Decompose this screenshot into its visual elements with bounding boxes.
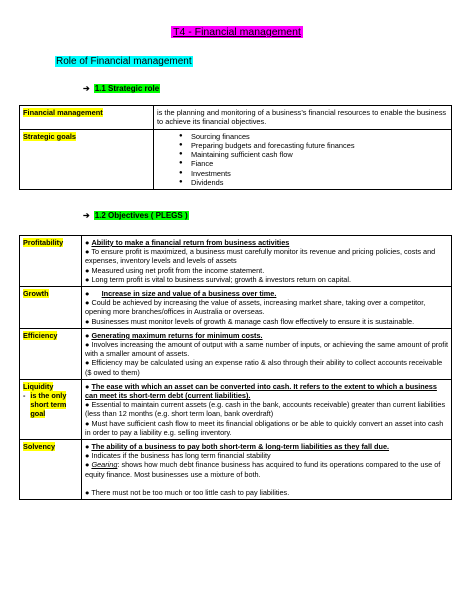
table-row [20, 440, 452, 500]
strategic-goals-list [157, 132, 448, 188]
objectives-table [19, 235, 452, 500]
section-title: Role of Financial management [56, 56, 192, 67]
table-cell-content: ● Generating maximum returns for minimum costs. ● Involves increasing the amount of output with a same number of inputs, or achieving the same amount of profit with a smaller amount of assets. ● Efficiency may be calculated using an expense ratio & also through their ability to collect accounts receivable ($ owed to them) [82, 328, 452, 379]
table-cell-content: ● Increase in size and value of a business over time. ● Could be achieved by increasing the value of assets, increasing market share, taking over a competitor, opening more branches/offices in Australia or overseas. ● Businesses must monitor levels of growth & manage cash flow effectively to ensure it is sustainable. [82, 287, 452, 329]
table-cell-label: Profitability [20, 236, 82, 287]
table-cell-label: Strategic goals [20, 129, 154, 190]
table-cell-definition: is the planning and monitoring of a business’s financial resources to enable the business to achieve its financial objectives. [154, 106, 452, 130]
arrow-right-icon: ➔ [83, 84, 90, 93]
list-item: ● Preparing budgets and forecasting future finances [179, 141, 448, 150]
strategic-role-table [19, 105, 452, 190]
arrow-right-icon: ➔ [83, 211, 90, 220]
table-cell-content: ● The ability of a business to pay both short-term & long-term liabilities as they fall due. ● Indicates if the business has long term financial stability ● Gearing: shows how much debt finance business has acquired to fund its operations compared to the use of equity finance. Most businesses use a mixture of both. ● There must not be too much or too little cash to pay liabilities. [82, 440, 452, 500]
list-item: ● Investments [179, 169, 448, 178]
liquidity-note: - is the only short term goal [23, 391, 67, 419]
table-cell-content: ● Ability to make a financial return from business activities ● To ensure profit is maximized, a business must carefully monitor its revenue and pricing policies, costs and expenses, inventory levels and levels of assets ● Measured using net profit from the income statement. ● Long term profit is vital to business survival; growth & investors return on capital. [82, 236, 452, 287]
table-row [20, 287, 452, 329]
table-cell-label: Efficiency [20, 328, 82, 379]
table-row [20, 129, 452, 190]
list-item: ● Dividends [179, 178, 448, 187]
table-row [20, 379, 452, 439]
subhead-objectives: ➔ 1.2 Objectives ( PLEGS ) [83, 211, 188, 220]
list-item: ● Sourcing finances [179, 132, 448, 141]
table-cell-label: Financial management [20, 106, 154, 130]
list-item: ● Maintaining sufficient cash flow [179, 150, 448, 159]
table-cell-label: Growth [20, 287, 82, 329]
table-cell-content: ● The ease with which an asset can be converted into cash. It refers to the extent to which a business can meet its short-term debt (current liabilities). ● Essential to maintain current assets (e.g. cash in the bank, accounts receivable) greater than current liabilities (less than 12 months (e.g. short term loan, bank overdraft) ● Must have sufficient cash flow to meet its financial obligations or be able to quickly convert an asset into cash in order to pay a liability e.g. selling inventory. [82, 379, 452, 439]
table-cell-goals [154, 129, 452, 190]
table-row [20, 236, 452, 287]
table-row [20, 328, 452, 379]
table-cell-label: Solvency [20, 440, 82, 500]
list-item: ● Fiance [179, 159, 448, 168]
table-row [20, 106, 452, 130]
page-title: T4 - Financial management [173, 26, 301, 38]
subhead-strategic-role: ➔ 1.1 Strategic role [83, 84, 160, 93]
table-cell-label: Liquidity - is the only short term goal [20, 379, 82, 439]
